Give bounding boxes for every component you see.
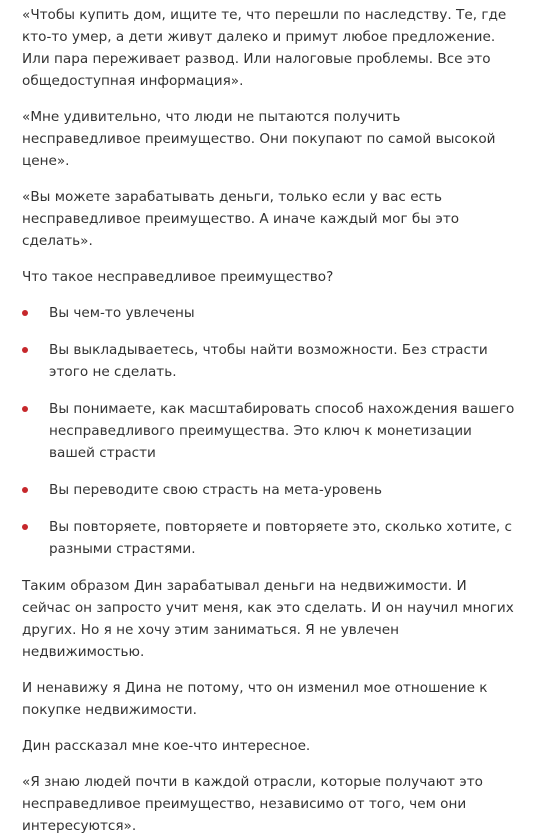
list-item-text: Вы выкладываетесь, чтобы найти возможности. Без страсти этого не сделать.: [49, 342, 488, 380]
quote-paragraph: «Я знаю людей почти в каждой отрасли, которые получают это несправедливое преимущество, независимо от того, чем они интересуются».: [22, 774, 483, 834]
list-item-text: Вы повторяете, повторяете и повторяете это, сколько хотите, с разными страстями.: [49, 519, 512, 557]
bullet-dot-icon: [22, 524, 28, 530]
body-paragraph: Дин рассказал мне кое-что интересное.: [22, 738, 311, 754]
bullet-dot-icon: [22, 310, 28, 316]
bullet-dot-icon: [22, 487, 28, 493]
list-item: [22, 516, 519, 560]
quote-paragraph: «Чтобы купить дом, ищите те, что перешли по наследству. Те, где кто-то умер, а дети живут далеко и примут любое предложение. Или пара переживает развод. Или налоговые проблемы. Все это общедоступная информация».: [22, 7, 507, 89]
list-item-text: Вы понимаете, как масштабировать способ нахождения вашего несправедливого преимущества. Это ключ к монетизации вашей страсти: [49, 401, 515, 461]
list-item-text: Вы переводите свою страсть на мета-уровень: [49, 482, 383, 498]
list-item: [22, 302, 519, 324]
list-item-text: Вы чем-то увлечены: [49, 305, 195, 321]
list-item: [22, 479, 519, 501]
body-paragraph: Таким образом Дин зарабатывал деньги на недвижимости. И сейчас он запросто учит меня, как это сделать. И он научил многих других. Но я не хочу этим заниматься. Я не увлечен недвижимостью.: [22, 578, 514, 660]
bullet-dot-icon: [22, 406, 28, 412]
list-item: [22, 339, 519, 383]
body-paragraph: И ненавижу я Дина не потому, что он изменил мое отношение к покупке недвижимости.: [22, 680, 488, 718]
bullet-list: [22, 302, 519, 560]
bullet-dot-icon: [22, 347, 28, 353]
quote-paragraph: «Мне удивительно, что люди не пытаются получить несправедливое преимущество. Они покупают по самой высокой цене».: [22, 109, 496, 169]
quote-paragraph: «Вы можете зарабатывать деньги, только если у вас есть несправедливое преимущество. А иначе каждый мог бы это сделать».: [22, 189, 460, 249]
question-paragraph: Что такое несправедливое преимущество?: [22, 269, 334, 285]
list-item: [22, 398, 519, 464]
